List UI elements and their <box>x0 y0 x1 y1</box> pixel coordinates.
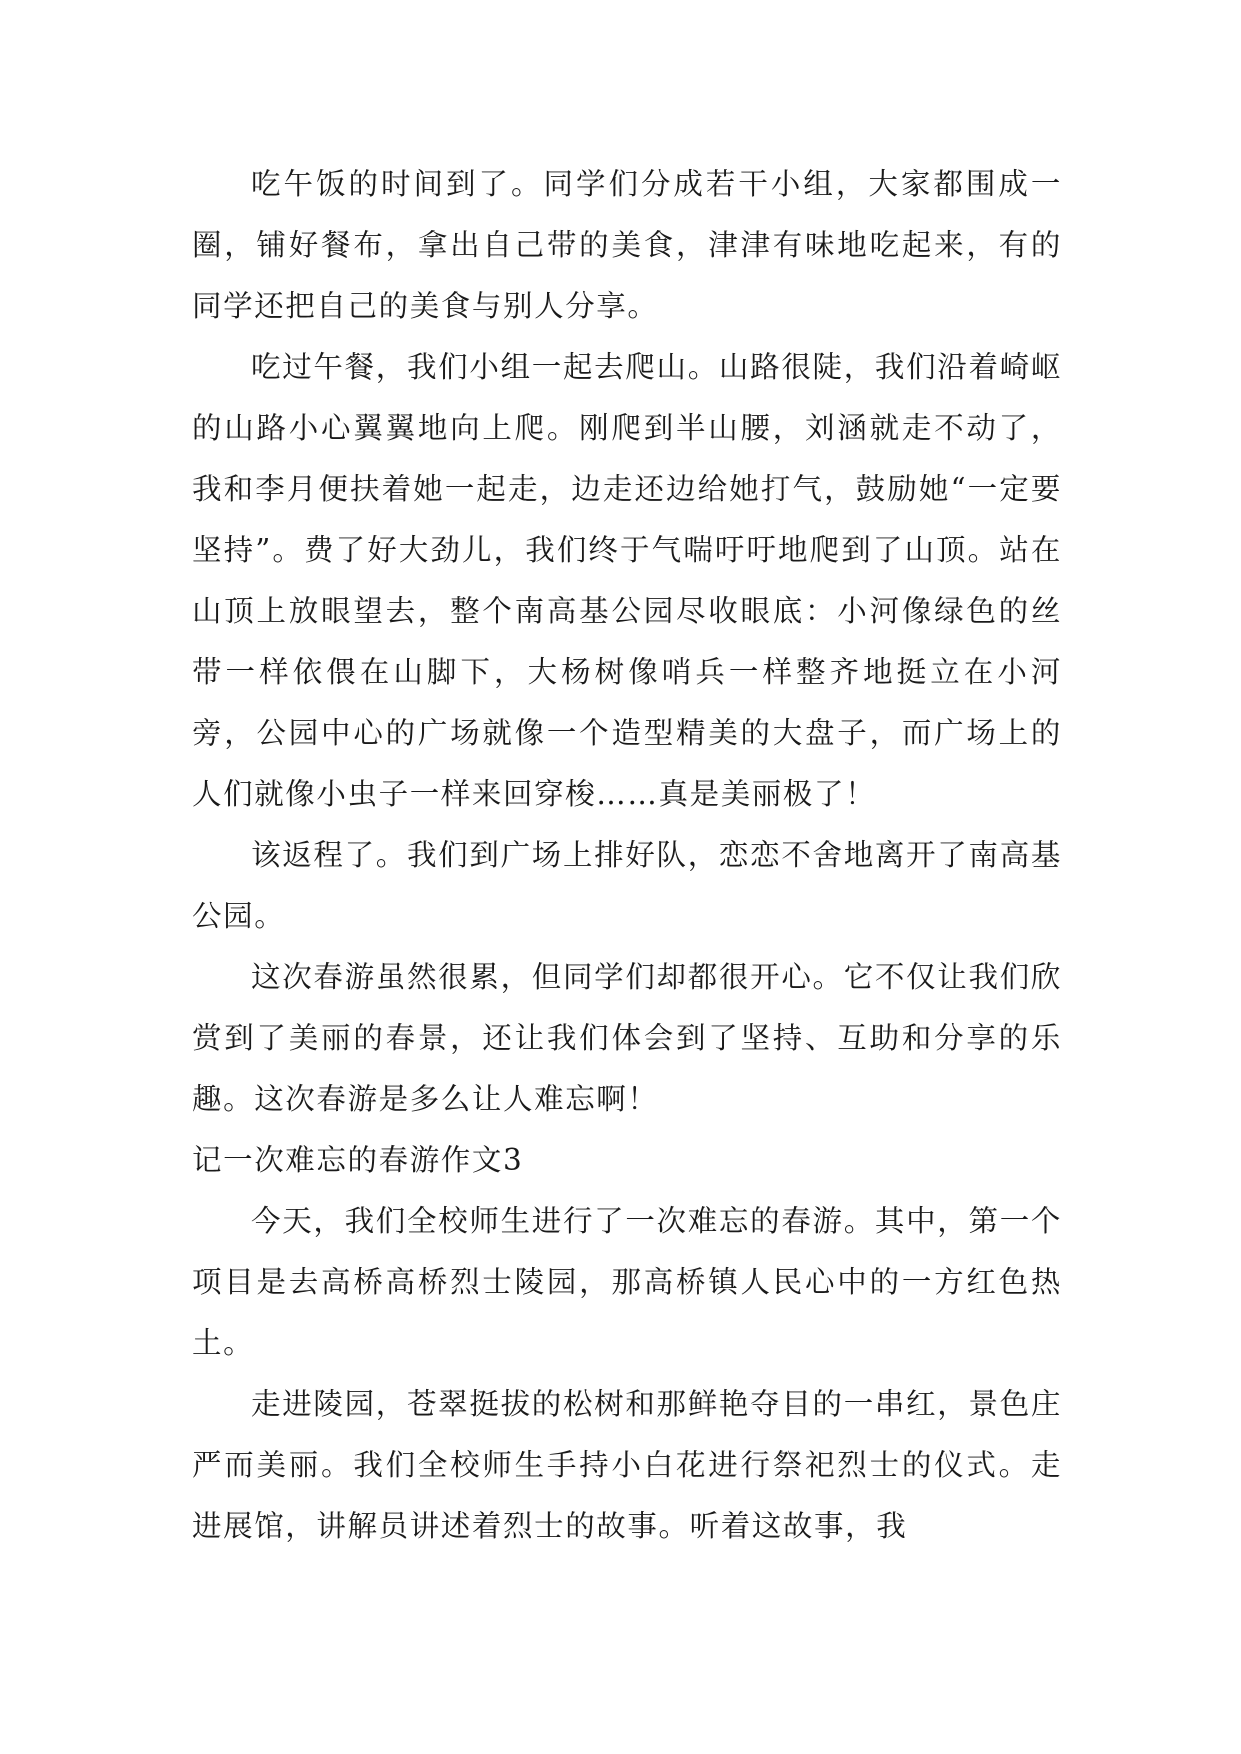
paragraph-lunch: 吃午饭的时间到了。同学们分成若干小组，大家都围成一圈，铺好餐布，拿出自己带的美食，津津有味地吃起来，有的同学还把自己的美食与别人分享。 <box>192 167 1062 323</box>
paragraph-return: 该返程了。我们到广场上排好队，恋恋不舍地离开了南高基公园。 <box>192 838 1062 933</box>
paragraph-cemetery: 走进陵园，苍翠挺拔的松树和那鲜艳夺目的一串红，景色庄严而美丽。我们全校师生手持小白花进行祭祀烈士的仪式。走进展馆，讲解员讲述着烈士的故事。听着这故事，我 <box>192 1387 1062 1543</box>
paragraph-conclusion: 这次春游虽然很累，但同学们却都很开心。它不仅让我们欣赏到了美丽的春景，还让我们体会到了坚持、互助和分享的乐趣。这次春游是多么让人难忘啊！ <box>192 960 1062 1116</box>
document-page <box>192 154 1062 1557</box>
paragraph-intro-3: 今天，我们全校师生进行了一次难忘的春游。其中，第一个项目是去高桥高桥烈士陵园，那高桥镇人民心中的一方红色热土。 <box>192 1204 1062 1360</box>
paragraph-climbing: 吃过午餐，我们小组一起去爬山。山路很陡，我们沿着崎岖的山路小心翼翼地向上爬。刚爬到半山腰，刘涵就走不动了，我和李月便扶着她一起走，边走还边给她打气，鼓励她“一定要坚持”。费了好大劲儿，我们终于气喘吁吁地爬到了山顶。站在山顶上放眼望去，整个南高基公园尽收眼底：小河像绿色的丝带一样依偎在山脚下，大杨树像哨兵一样整齐地挺立在小河旁，公园中心的广场就像一个造型精美的大盘子，而广场上的人们就像小虫子一样来回穿梭……真是美丽极了！ <box>192 350 1062 811</box>
essay-heading: 记一次难忘的春游作文3 <box>192 1143 524 1177</box>
